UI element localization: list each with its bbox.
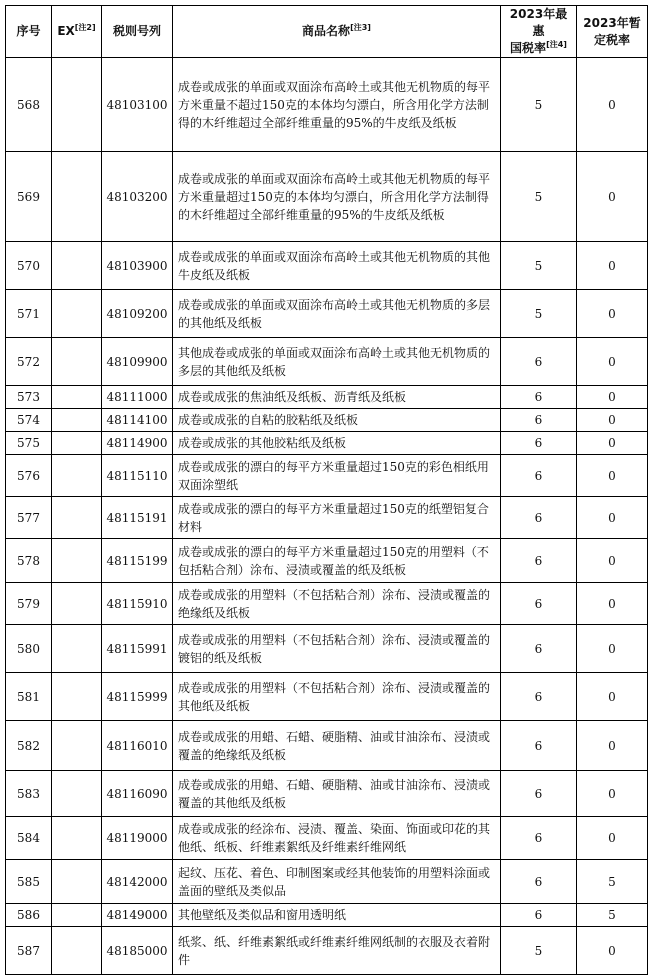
- table-row: [6, 455, 648, 497]
- cell-code: 48116010: [102, 721, 173, 771]
- cell-name: 成卷或成张的其他胶粘纸及纸板: [173, 432, 501, 455]
- cell-name: 成卷或成张的单面或双面涂布高岭土或其他无机物质的其他牛皮纸及纸板: [173, 242, 501, 290]
- cell-ex: [52, 455, 102, 497]
- cell-name: 成卷或成张的漂白的每平方米重量超过150克的用塑料（不包括粘合剂）涂布、浸渍或覆盖的纸及纸板: [173, 539, 501, 583]
- cell-seq: 580: [6, 625, 52, 673]
- header-seq: 序号: [6, 6, 52, 58]
- cell-code: 48115199: [102, 539, 173, 583]
- cell-seq: 571: [6, 290, 52, 338]
- table-row: [6, 771, 648, 817]
- cell-mfn-rate: 6: [501, 583, 577, 625]
- cell-code: 48115110: [102, 455, 173, 497]
- table-row: [6, 539, 648, 583]
- cell-seq: 586: [6, 904, 52, 927]
- cell-seq: 581: [6, 673, 52, 721]
- cell-code: 48103200: [102, 152, 173, 242]
- cell-ex: [52, 409, 102, 432]
- cell-name: 成卷或成张的单面或双面涂布高岭土或其他无机物质的每平方米重量超过150克的本体均匀漂白，所含用化学方法制得的木纤维超过全部纤维重量的95%的牛皮纸及纸板: [173, 152, 501, 242]
- header-ex-label: EX: [57, 24, 75, 38]
- cell-temp-rate: 0: [577, 290, 648, 338]
- cell-seq: 573: [6, 386, 52, 409]
- cell-code: 48103100: [102, 58, 173, 152]
- cell-ex: [52, 771, 102, 817]
- cell-ex: [52, 290, 102, 338]
- cell-mfn-rate: 6: [501, 539, 577, 583]
- header-temp-rate: [577, 6, 648, 58]
- cell-temp-rate: 0: [577, 625, 648, 673]
- cell-mfn-rate: 5: [501, 242, 577, 290]
- cell-code: 48142000: [102, 860, 173, 904]
- cell-code: 48111000: [102, 386, 173, 409]
- cell-temp-rate: 0: [577, 242, 648, 290]
- cell-mfn-rate: 6: [501, 860, 577, 904]
- cell-name: 成卷或成张的用蜡、石蜡、硬脂精、油或甘油涂布、浸渍或覆盖的其他纸及纸板: [173, 771, 501, 817]
- cell-code: 48115910: [102, 583, 173, 625]
- cell-name: 成卷或成张的漂白的每平方米重量超过150克的纸塑铝复合材料: [173, 497, 501, 539]
- cell-ex: [52, 152, 102, 242]
- table-row: [6, 721, 648, 771]
- cell-mfn-rate: 6: [501, 673, 577, 721]
- table-body: [6, 58, 648, 975]
- cell-temp-rate: 0: [577, 338, 648, 386]
- header-mfn-line2: 国税率: [510, 41, 547, 55]
- header-ex: [52, 6, 102, 58]
- header-mfn-line1: 2023年最惠: [509, 7, 568, 38]
- cell-code: 48109200: [102, 290, 173, 338]
- cell-temp-rate: 0: [577, 817, 648, 860]
- cell-code: 48119000: [102, 817, 173, 860]
- cell-mfn-rate: 6: [501, 338, 577, 386]
- tariff-table: [5, 5, 648, 975]
- table-row: [6, 583, 648, 625]
- cell-code: 48109900: [102, 338, 173, 386]
- cell-code: 48115191: [102, 497, 173, 539]
- cell-seq: 574: [6, 409, 52, 432]
- cell-seq: 577: [6, 497, 52, 539]
- cell-seq: 582: [6, 721, 52, 771]
- cell-mfn-rate: 5: [501, 152, 577, 242]
- table-row: [6, 497, 648, 539]
- cell-ex: [52, 860, 102, 904]
- cell-mfn-rate: 6: [501, 455, 577, 497]
- cell-code: 48103900: [102, 242, 173, 290]
- cell-ex: [52, 338, 102, 386]
- cell-name: 其他成卷或成张的单面或双面涂布高岭土或其他无机物质的多层的其他纸及纸板: [173, 338, 501, 386]
- cell-mfn-rate: 5: [501, 58, 577, 152]
- cell-code: 48185000: [102, 927, 173, 975]
- cell-mfn-rate: 6: [501, 386, 577, 409]
- cell-seq: 576: [6, 455, 52, 497]
- cell-name: 成卷或成张的焦油纸及纸板、沥青纸及纸板: [173, 386, 501, 409]
- cell-name: 起纹、压花、着色、印制图案或经其他装饰的用塑料涂面或盖面的壁纸及类似品: [173, 860, 501, 904]
- header-ex-note: [注2]: [74, 23, 96, 32]
- cell-temp-rate: 0: [577, 771, 648, 817]
- cell-name: 纸浆、纸、纤维素絮纸或纤维素纤维网纸制的衣服及衣着附件: [173, 927, 501, 975]
- cell-ex: [52, 721, 102, 771]
- header-name: [173, 6, 501, 58]
- cell-mfn-rate: 6: [501, 625, 577, 673]
- cell-name: 成卷或成张的自粘的胶粘纸及纸板: [173, 409, 501, 432]
- cell-name: 成卷或成张的用塑料（不包括粘合剂）涂布、浸渍或覆盖的绝缘纸及纸板: [173, 583, 501, 625]
- cell-ex: [52, 583, 102, 625]
- table-row: [6, 386, 648, 409]
- cell-name: 其他壁纸及类似品和窗用透明纸: [173, 904, 501, 927]
- cell-temp-rate: 0: [577, 583, 648, 625]
- cell-mfn-rate: 5: [501, 927, 577, 975]
- table-row: [6, 242, 648, 290]
- cell-seq: 583: [6, 771, 52, 817]
- cell-mfn-rate: 5: [501, 290, 577, 338]
- cell-code: 48116090: [102, 771, 173, 817]
- cell-ex: [52, 625, 102, 673]
- cell-mfn-rate: 6: [501, 904, 577, 927]
- cell-seq: 584: [6, 817, 52, 860]
- cell-temp-rate: 0: [577, 497, 648, 539]
- cell-temp-rate: 0: [577, 409, 648, 432]
- cell-seq: 570: [6, 242, 52, 290]
- cell-code: 48115991: [102, 625, 173, 673]
- cell-mfn-rate: 6: [501, 432, 577, 455]
- cell-name: 成卷或成张的用蜡、石蜡、硬脂精、油或甘油涂布、浸渍或覆盖的绝缘纸及纸板: [173, 721, 501, 771]
- cell-code: 48114100: [102, 409, 173, 432]
- cell-seq: 579: [6, 583, 52, 625]
- cell-temp-rate: 5: [577, 904, 648, 927]
- cell-ex: [52, 927, 102, 975]
- cell-temp-rate: 0: [577, 58, 648, 152]
- cell-temp-rate: 0: [577, 721, 648, 771]
- cell-seq: 587: [6, 927, 52, 975]
- cell-name: 成卷或成张的用塑料（不包括粘合剂）涂布、浸渍或覆盖的其他纸及纸板: [173, 673, 501, 721]
- table-row: [6, 432, 648, 455]
- header-row: [6, 6, 648, 58]
- cell-ex: [52, 817, 102, 860]
- cell-mfn-rate: 6: [501, 409, 577, 432]
- cell-seq: 578: [6, 539, 52, 583]
- cell-temp-rate: 0: [577, 386, 648, 409]
- cell-name: 成卷或成张的单面或双面涂布高岭土或其他无机物质的多层的其他纸及纸板: [173, 290, 501, 338]
- header-temp-line2: 定税率: [593, 32, 630, 47]
- cell-name: 成卷或成张的单面或双面涂布高岭土或其他无机物质的每平方米重量不超过150克的本体均匀漂白，所含用化学方法制得的木纤维超过全部纤维重量的95%的牛皮纸及纸板: [173, 58, 501, 152]
- cell-seq: 569: [6, 152, 52, 242]
- cell-ex: [52, 58, 102, 152]
- table-row: [6, 860, 648, 904]
- cell-name: 成卷或成张的漂白的每平方米重量超过150克的彩色相纸用双面涂塑纸: [173, 455, 501, 497]
- table-row: [6, 409, 648, 432]
- cell-code: 48115999: [102, 673, 173, 721]
- table-row: [6, 927, 648, 975]
- header-code: 税则号列: [102, 6, 173, 58]
- header-temp-line1: 2023年暂: [583, 15, 641, 30]
- cell-code: 48149000: [102, 904, 173, 927]
- table-row: [6, 817, 648, 860]
- header-mfn-note: [注4]: [546, 40, 567, 49]
- table-row: [6, 625, 648, 673]
- table-row: [6, 290, 648, 338]
- cell-temp-rate: 0: [577, 152, 648, 242]
- cell-seq: 585: [6, 860, 52, 904]
- cell-mfn-rate: 6: [501, 497, 577, 539]
- header-name-note: [注3]: [350, 23, 371, 32]
- table-row: [6, 152, 648, 242]
- cell-temp-rate: 0: [577, 539, 648, 583]
- cell-ex: [52, 539, 102, 583]
- cell-mfn-rate: 6: [501, 721, 577, 771]
- cell-ex: [52, 497, 102, 539]
- cell-code: 48114900: [102, 432, 173, 455]
- table-row: [6, 673, 648, 721]
- cell-name: 成卷或成张的用塑料（不包括粘合剂）涂布、浸渍或覆盖的镀铝的纸及纸板: [173, 625, 501, 673]
- header-mfn-rate: [501, 6, 577, 58]
- table-row: [6, 58, 648, 152]
- cell-seq: 575: [6, 432, 52, 455]
- cell-seq: 568: [6, 58, 52, 152]
- cell-ex: [52, 386, 102, 409]
- header-name-label: 商品名称: [302, 24, 351, 38]
- cell-temp-rate: 0: [577, 673, 648, 721]
- cell-temp-rate: 5: [577, 860, 648, 904]
- table-row: [6, 904, 648, 927]
- cell-mfn-rate: 6: [501, 771, 577, 817]
- cell-temp-rate: 0: [577, 455, 648, 497]
- cell-ex: [52, 673, 102, 721]
- cell-temp-rate: 0: [577, 927, 648, 975]
- cell-ex: [52, 432, 102, 455]
- cell-ex: [52, 904, 102, 927]
- cell-mfn-rate: 6: [501, 817, 577, 860]
- cell-name: 成卷或成张的经涂布、浸渍、覆盖、染面、饰面或印花的其他纸、纸板、纤维素絮纸及纤维素纤维网纸: [173, 817, 501, 860]
- cell-seq: 572: [6, 338, 52, 386]
- cell-ex: [52, 242, 102, 290]
- table-row: [6, 338, 648, 386]
- cell-temp-rate: 0: [577, 432, 648, 455]
